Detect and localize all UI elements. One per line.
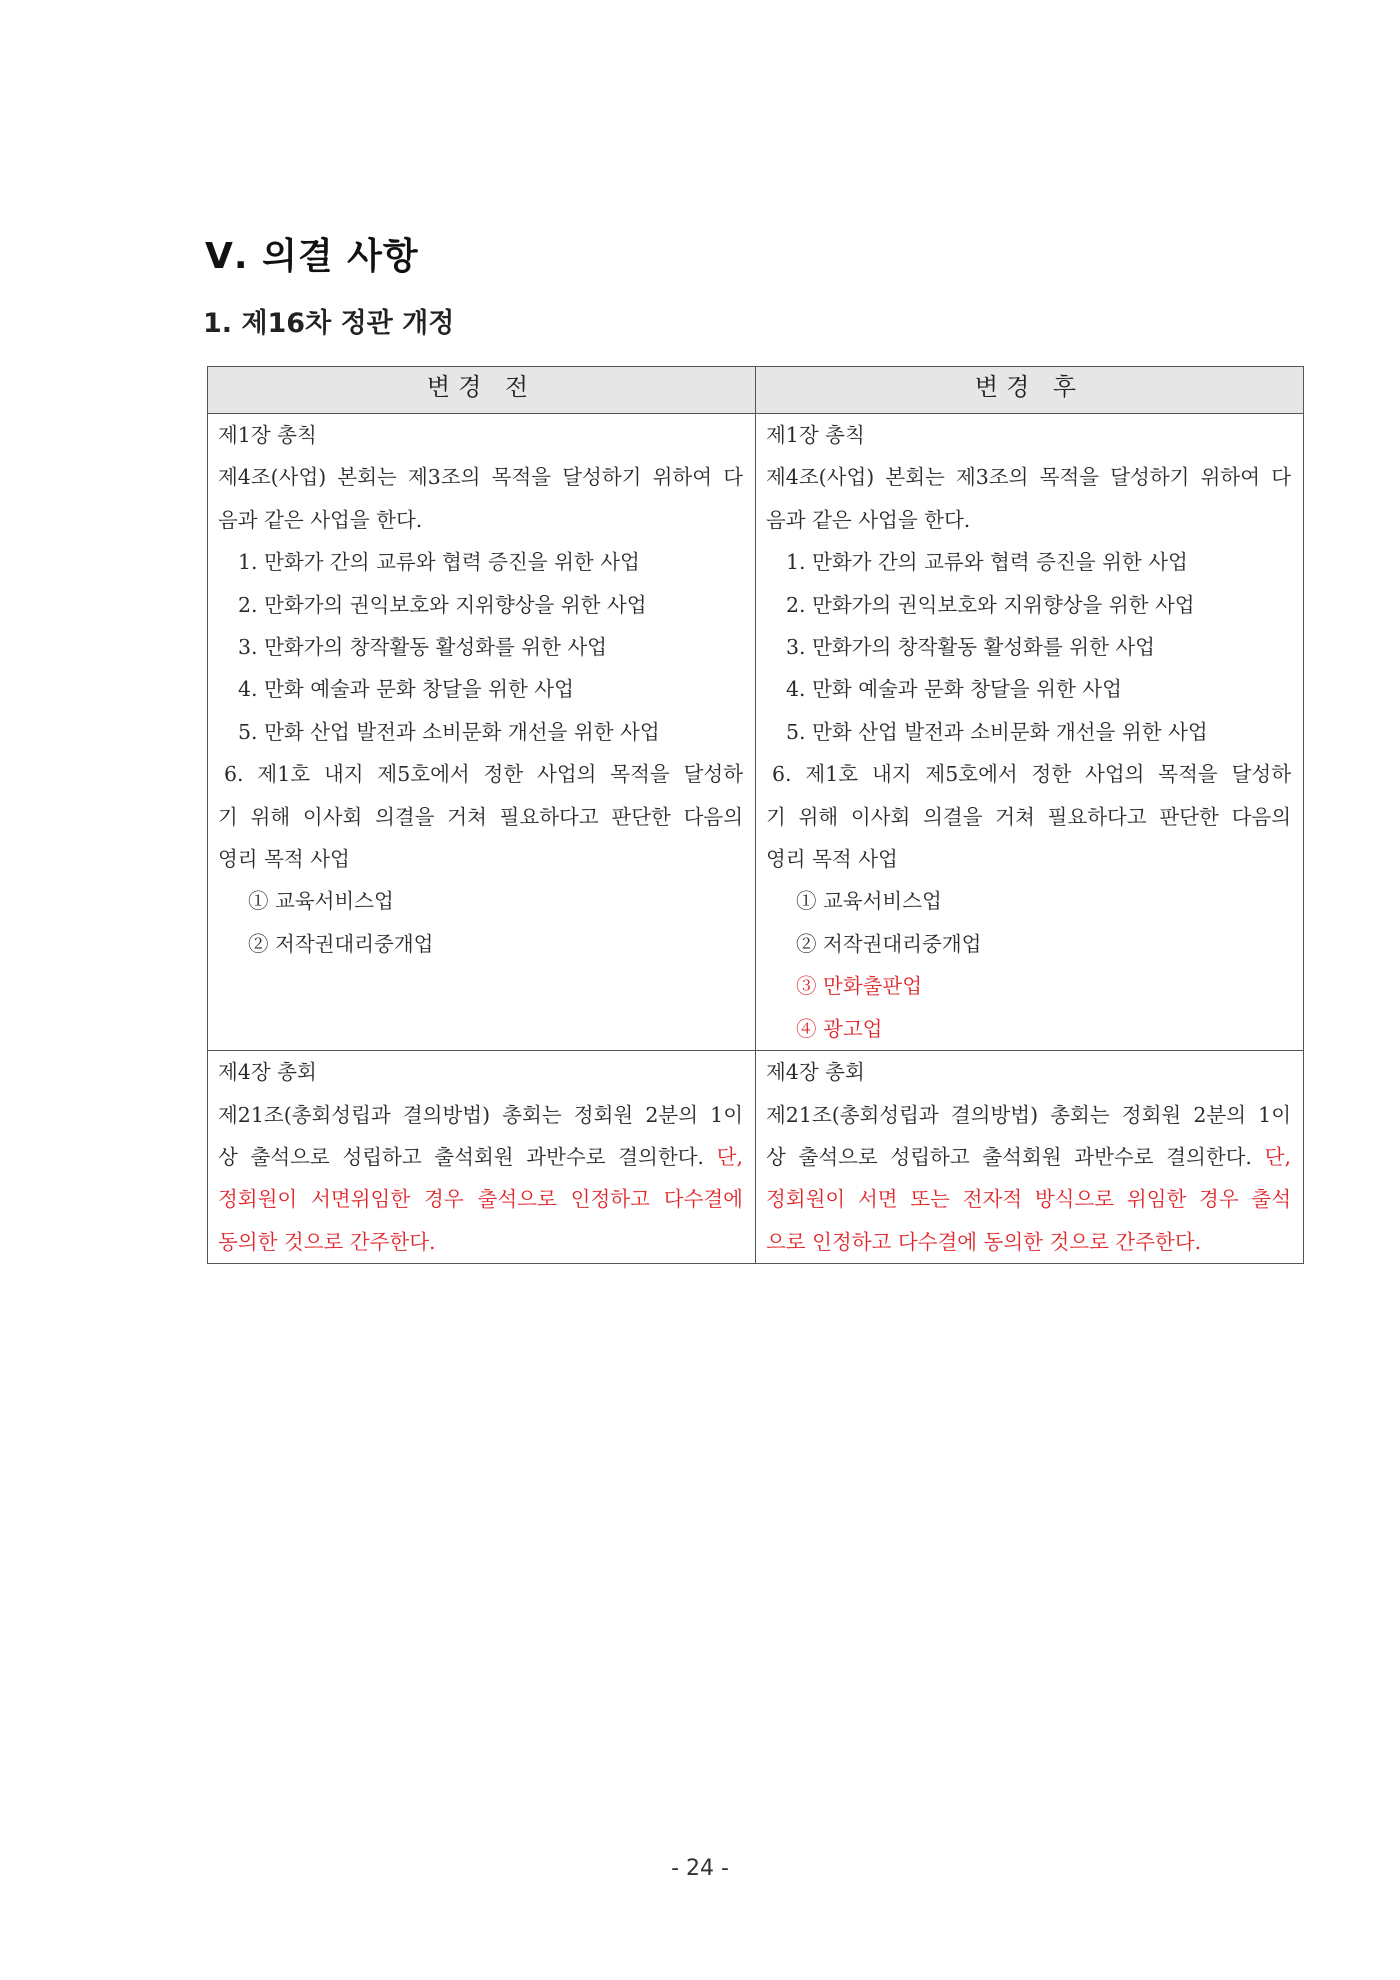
amended-text: 단, [716,1144,743,1169]
sub-list-item: ② 저작권대리중개업 [248,931,434,956]
cell-before-chapter4 [208,1051,756,1264]
chapter-heading: 제1장 총칙 [218,423,317,447]
table-row [208,1051,1304,1264]
list-item: 3. 만화가의 창작활동 활성화를 위한 사업 [238,635,607,660]
header-after: 변경 후 [756,367,1304,414]
amended-text: 동의한 것으로 간주한다. [218,1229,436,1254]
cell-after-chapter4 [756,1051,1304,1264]
cell-after-chapter1 [756,414,1304,1051]
article-line [766,1136,1291,1178]
sub-list-item: ① 교육서비스업 [248,889,394,914]
header-before: 변경 전 [208,367,756,414]
chapter-heading: 제1장 총칙 [766,423,865,447]
article-text: 상 출석으로 성립하고 출석회원 과반수로 결의한다. [766,1144,1265,1169]
page-number: - 24 - [671,1856,729,1881]
article-line [218,1136,743,1178]
article-line: 음과 같은 사업을 한다. [766,507,971,532]
list-item-continued: 영리 목적 사업 [766,847,898,872]
added-sub-list-item: ③ 만화출판업 [796,974,923,999]
list-item-continued: 기 위해 이사회 의결을 거쳐 필요하다고 판단한 다음의 [766,804,1291,829]
amended-text: 정회원이 서면위임한 경우 출석으로 인정하고 다수결에 [218,1187,743,1212]
list-item: 2. 만화가의 권익보호와 지위향상을 위한 사업 [238,592,647,617]
cell-before-chapter1 [208,414,756,1051]
article-line: 제21조(총회성립과 결의방법) 총회는 정회원 2분의 1이 [218,1102,743,1127]
subsection-title: 1. 제16차 정관 개정 [203,308,455,339]
section-title: Ⅴ. 의결 사항 [205,236,419,277]
article-line: 제4조(사업) 본회는 제3조의 목적을 달성하기 위하여 다 [218,465,743,490]
list-item: 6. 제1호 내지 제5호에서 정한 사업의 목적을 달성하 [224,762,743,787]
list-item: 4. 만화 예술과 문화 창달을 위한 사업 [786,677,1122,702]
table-row [208,414,1304,1051]
list-item-continued: 기 위해 이사회 의결을 거쳐 필요하다고 판단한 다음의 [218,804,743,829]
list-item: 5. 만화 산업 발전과 소비문화 개선을 위한 사업 [238,719,660,744]
added-sub-list-item: ④ 광고업 [796,1016,883,1041]
article-line: 제21조(총회성립과 결의방법) 총회는 정회원 2분의 1이 [766,1102,1291,1127]
list-item: 1. 만화가 간의 교류와 협력 증진을 위한 사업 [238,550,640,575]
sub-list-item: ① 교육서비스업 [796,889,942,914]
chapter-heading: 제4장 총회 [766,1060,865,1085]
list-item: 5. 만화 산업 발전과 소비문화 개선을 위한 사업 [786,719,1208,744]
list-item: 1. 만화가 간의 교류와 협력 증진을 위한 사업 [786,550,1188,575]
list-item: 2. 만화가의 권익보호와 지위향상을 위한 사업 [786,592,1195,617]
table-header-row [208,367,1304,414]
article-line: 제4조(사업) 본회는 제3조의 목적을 달성하기 위하여 다 [766,465,1291,490]
amended-text: 정회원이 서면 또는 전자적 방식으로 위임한 경우 출석 [766,1187,1291,1212]
list-item: 6. 제1호 내지 제5호에서 정한 사업의 목적을 달성하 [772,762,1291,787]
list-item: 4. 만화 예술과 문화 창달을 위한 사업 [238,677,574,702]
amended-text: 으로 인정하고 다수결에 동의한 것으로 간주한다. [766,1229,1202,1254]
amended-text: 단, [1264,1144,1291,1169]
list-item: 3. 만화가의 창작활동 활성화를 위한 사업 [786,635,1155,660]
article-line: 음과 같은 사업을 한다. [218,507,423,532]
chapter-heading: 제4장 총회 [218,1060,317,1085]
list-item-continued: 영리 목적 사업 [218,847,350,872]
sub-list-item: ② 저작권대리중개업 [796,931,982,956]
amendment-comparison-table [207,366,1304,1264]
article-text: 상 출석으로 성립하고 출석회원 과반수로 결의한다. [218,1144,717,1169]
